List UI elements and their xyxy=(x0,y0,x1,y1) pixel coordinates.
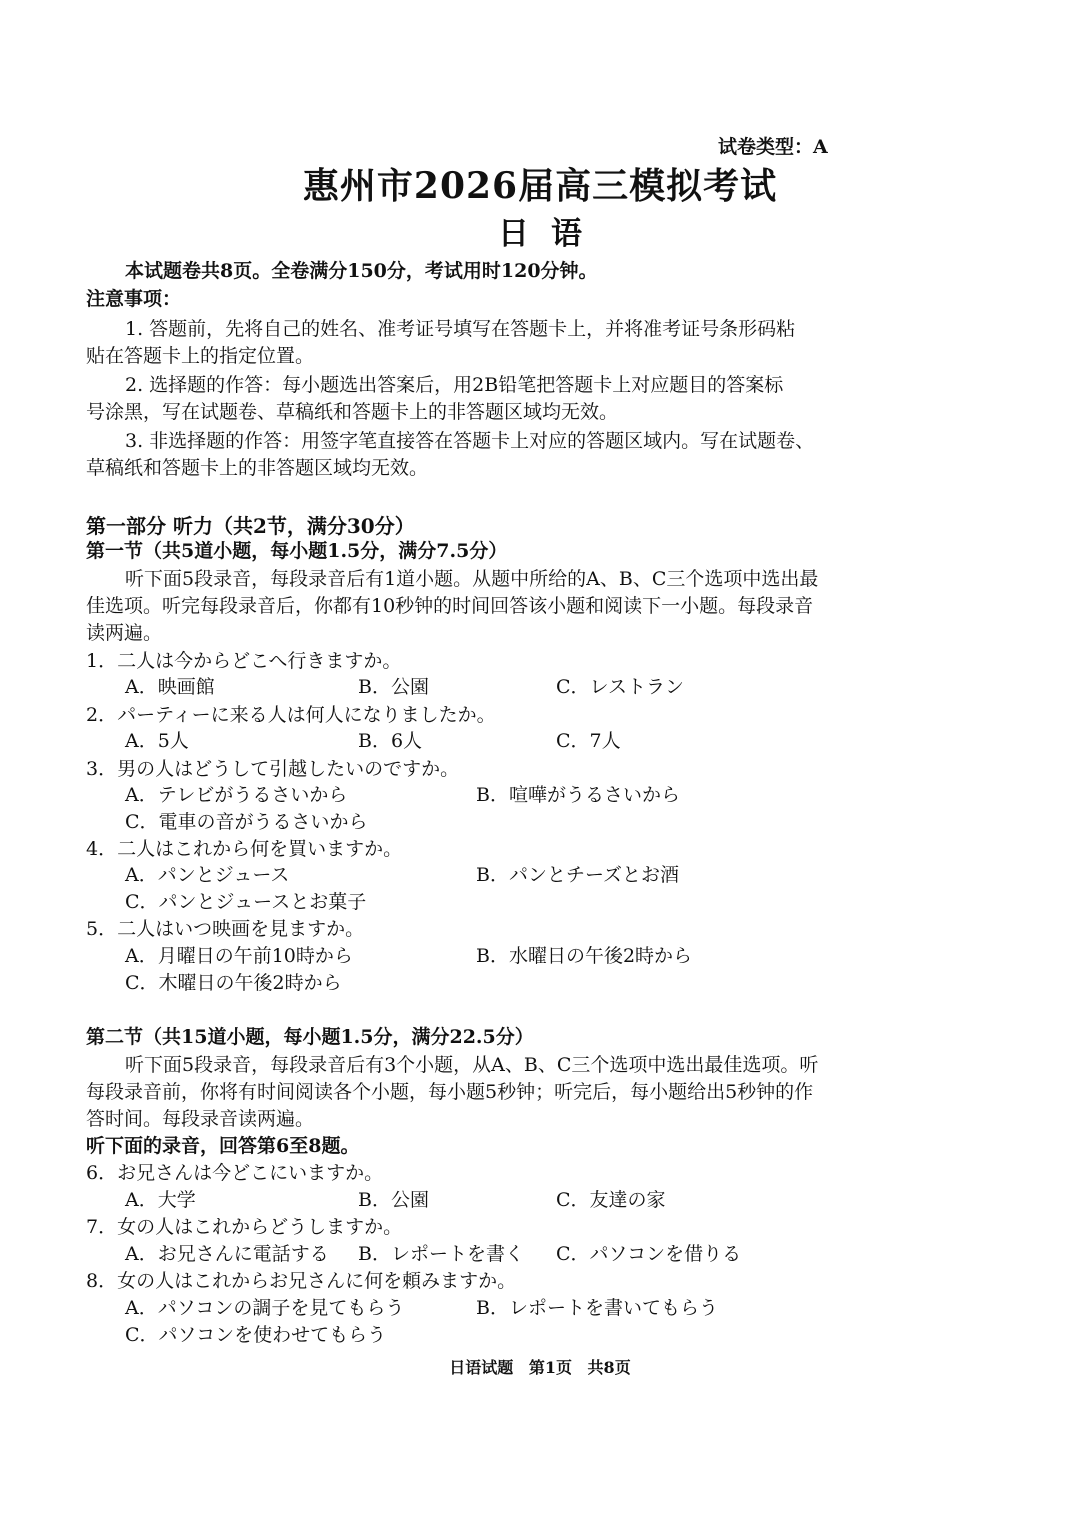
notice-line: 号涂黑，写在试题卷、草稿纸和答题卡上的非答题区域均无效。 xyxy=(86,401,619,423)
option-a: A．映画館 xyxy=(125,676,215,698)
option-b: B．レポートを書く xyxy=(358,1243,524,1265)
exam-intro: 本试题卷共8页。全卷满分150分，考试用时120分钟。 xyxy=(125,260,598,282)
section2-instruction: 每段录音前，你将有时间阅读各个小题，每小题5秒钟；听完后，每小题给出5秒钟的作 xyxy=(86,1081,814,1103)
option-b: B．レポートを書いてもらう xyxy=(476,1297,718,1319)
question-text: 6．お兄さんは今どこにいますか。 xyxy=(86,1162,384,1184)
section2-heading: 第二节（共15道小题，每小题1.5分，满分22.5分） xyxy=(86,1026,534,1048)
notice-line: 草稿纸和答题卡上的非答题区域均无效。 xyxy=(86,457,429,479)
section2-instruction: 听下面5段录音，每段录音后有3个小题，从A、B、C三个选项中选出最佳选项。听 xyxy=(125,1054,819,1076)
option-c: C．友達の家 xyxy=(556,1189,666,1211)
option-b: B．喧嘩がうるさいから xyxy=(476,784,680,806)
group-heading: 听下面的录音，回答第6至8题。 xyxy=(86,1135,360,1157)
option-a: A．お兄さんに電話する xyxy=(125,1243,329,1265)
option-c: C．パンとジュースとお菓子 xyxy=(125,891,367,913)
notice-line: 2. 选择题的作答：每小题选出答案后，用2B铅笔把答题卡上对应题目的答案标 xyxy=(125,374,784,396)
option-b: B．公園 xyxy=(358,676,429,698)
section1-heading: 第一节（共5道小题，每小题1.5分，满分7.5分） xyxy=(86,540,508,562)
section2-instruction: 答时间。每段录音读两遍。 xyxy=(86,1108,315,1130)
section1-instruction: 佳选项。听完每段录音后，你都有10秒钟的时间回答该小题和阅读下一小题。每段录音 xyxy=(86,595,814,617)
option-c: C．レストラン xyxy=(556,676,684,698)
option-a: A．テレビがうるさいから xyxy=(125,784,348,806)
paper-type-label: 试卷类型：A xyxy=(718,136,828,158)
part1-heading: 第一部分 听力（共2节，满分30分） xyxy=(86,514,415,538)
question-text: 4．二人はこれから何を買いますか。 xyxy=(86,838,403,860)
notice-line: 贴在答题卡上的指定位置。 xyxy=(86,345,315,367)
question-text: 8．女の人はこれからお兄さんに何を頼みますか。 xyxy=(86,1270,517,1292)
option-a: A．5人 xyxy=(125,730,189,752)
option-a: A．大学 xyxy=(125,1189,196,1211)
question-text: 1．二人は今からどこへ行きますか。 xyxy=(86,650,402,672)
option-b: B．水曜日の午後2時から xyxy=(476,945,693,967)
option-b: B．公園 xyxy=(358,1189,429,1211)
option-a: A．月曜日の午前10時から xyxy=(125,945,353,967)
option-a: A．パンとジュース xyxy=(125,864,290,886)
question-text: 2．パーティーに来る人は何人になりましたか。 xyxy=(86,704,496,726)
option-c: C．パソコンを使わせてもらう xyxy=(125,1324,387,1346)
option-a: A．パソコンの調子を見てもらう xyxy=(125,1297,405,1319)
notice-line: 1. 答题前，先将自己的姓名、准考证号填写在答题卡上，并将准考证号条形码粘 xyxy=(125,318,796,340)
option-b: B．6人 xyxy=(358,730,423,752)
option-c: C．パソコンを借りる xyxy=(556,1243,742,1265)
subject-title: 日语 xyxy=(498,216,604,252)
page-title: 惠州市2026届高三模拟考试 xyxy=(302,165,778,207)
notice-heading: 注意事项： xyxy=(86,288,182,310)
question-text: 5．二人はいつ映画を見ますか。 xyxy=(86,918,365,940)
question-text: 7．女の人はこれからどうしますか。 xyxy=(86,1216,403,1238)
option-c: C．7人 xyxy=(556,730,621,752)
section1-instruction: 听下面5段录音，每段录音后有1道小题。从题中所给的A、B、C三个选项中选出最 xyxy=(125,568,819,590)
option-c: C．木曜日の午後2時から xyxy=(125,972,342,994)
page-footer: 日语试题 第1页 共8页 xyxy=(449,1358,631,1377)
option-b: B．パンとチーズとお酒 xyxy=(476,864,680,886)
question-text: 3．男の人はどうして引越したいのですか。 xyxy=(86,758,460,780)
option-c: C．電車の音がうるさいから xyxy=(125,811,368,833)
section1-instruction: 读两遍。 xyxy=(86,622,163,644)
notice-line: 3. 非选择题的作答：用签字笔直接答在答题卡上对应的答题区域内。写在试题卷、 xyxy=(125,430,815,452)
